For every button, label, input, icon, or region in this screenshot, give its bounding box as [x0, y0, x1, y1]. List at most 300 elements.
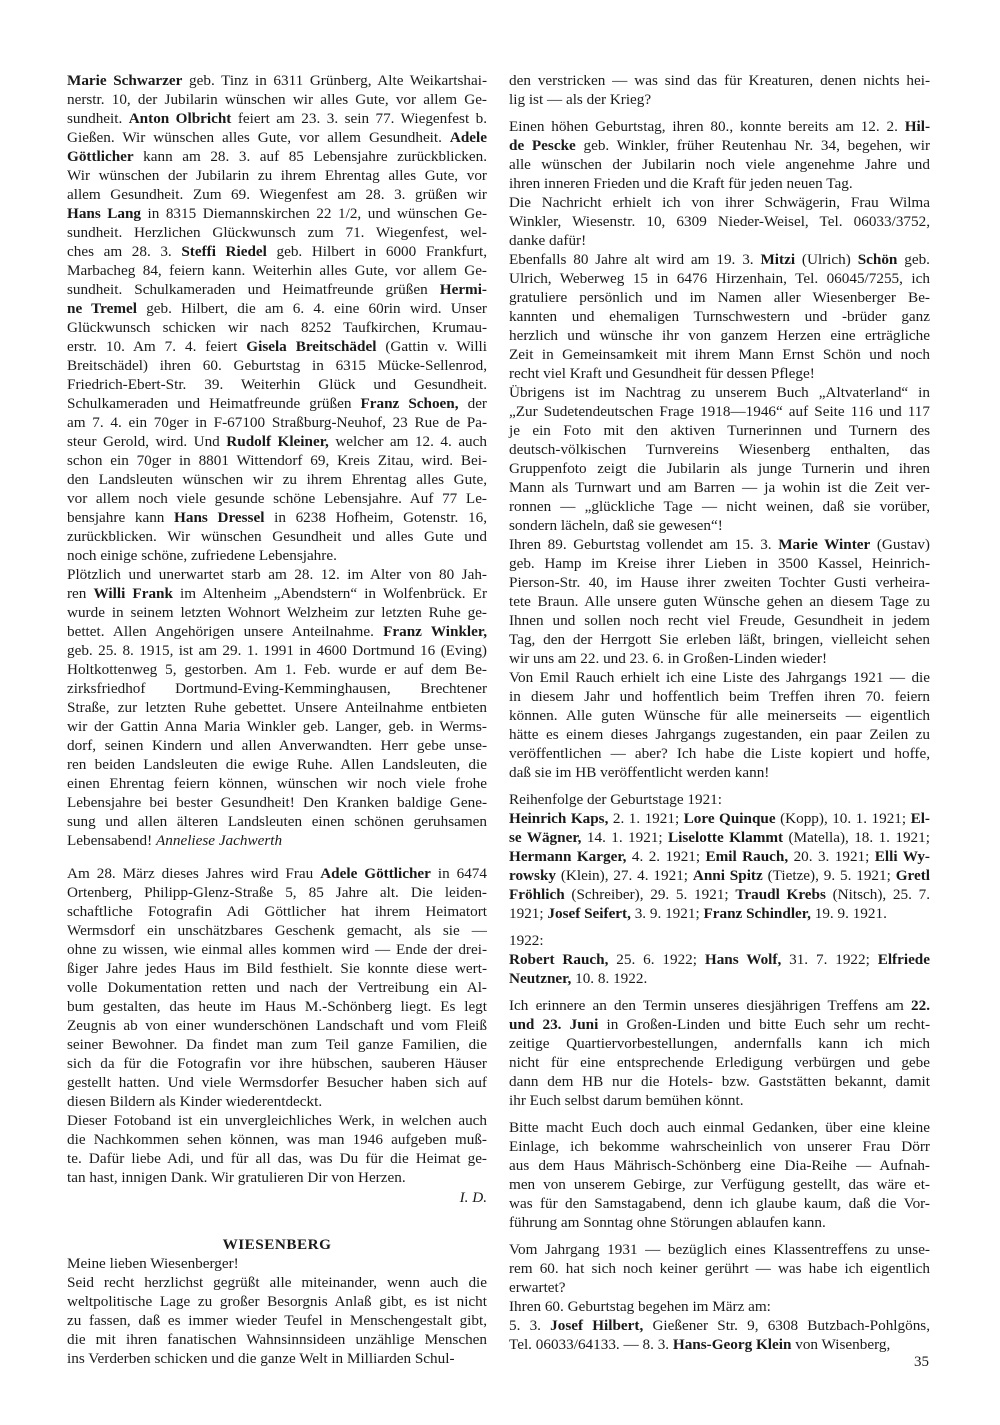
text-line: [509, 212, 930, 231]
text-run: in diesem Jahr und hoffentlich beim Treffen ihren 70. feiern: [509, 688, 930, 705]
paragraph: [509, 71, 930, 109]
text-line: [67, 736, 487, 755]
text-run: (Matella), 18. 1. 1921;: [783, 829, 930, 846]
name-highlight: Adele: [449, 129, 487, 146]
text-run: Schulkameraden und Heimatfreunde grüßen: [67, 395, 361, 412]
name-highlight: Schön: [857, 251, 898, 268]
text-run: Lebensabend!: [67, 832, 156, 849]
text-line: [67, 774, 487, 793]
text-run: bum gestalten, das heute im Haus M.-Schönberg liegt. Es legt: [67, 998, 487, 1015]
text-line: [509, 497, 930, 516]
name-highlight: Liselotte Klammt: [668, 829, 784, 846]
text-run: geb.: [897, 251, 930, 268]
paragraph: [509, 250, 930, 383]
text-run: 5. 3.: [509, 1317, 551, 1334]
text-run: (Nitsch), 25. 7.: [825, 886, 930, 903]
text-line: [67, 997, 487, 1016]
text-run: Gruppenfoto zeigt die Jubilarin als junge Turnerin und ihren: [509, 460, 930, 477]
text-run: Seid recht herzlichst gegrüßt alle miteinander, wenn auch die: [67, 1274, 487, 1291]
text-line: [509, 440, 930, 459]
text-run: Einlage, ich bekomme wahrscheinlich von unserer Frau Dörr: [509, 1138, 930, 1155]
text-line: [67, 223, 487, 242]
name-highlight: Steffi Riedel: [181, 243, 267, 260]
text-line: [509, 904, 930, 923]
text-run: ren: [67, 585, 94, 602]
text-run: die mit ihren fanatischen Wahnsinnsideen unzählige Menschen: [67, 1331, 487, 1348]
text-run: Übrigens ist im Nachtrag zu unserem Buch „Altvaterland“ in: [509, 384, 930, 401]
name-highlight: de Pescke: [509, 137, 576, 154]
text-run: (Tietze), 9. 5. 1921;: [762, 867, 896, 884]
text-run: (Kopp), 10. 1. 1921;: [775, 810, 911, 827]
text-run: ohne zu wissen, wie einmal alles kommen wird — Ende der drei-: [67, 941, 487, 958]
text-line: [509, 1335, 930, 1354]
text-run: zeitige Quartiervorbestellungen, andernfalls kann ich mich: [509, 1035, 930, 1052]
text-run: ronnen — „glückliche Tage — nicht weinen, daß sie vorüber,: [509, 498, 930, 515]
text-run: 25. 6. 1922;: [608, 951, 705, 968]
name-highlight: Adele Göttlicher: [320, 865, 431, 882]
text-line: [509, 155, 930, 174]
text-line: [67, 755, 487, 774]
text-run: ihr Euch selbst darum bemühen könnt.: [509, 1092, 744, 1109]
text-run: noch einige schöne, zufriedene Lebensjahre.: [67, 547, 337, 564]
text-run: in 6238 Hofheim, Gotenstr. 16,: [264, 509, 487, 526]
text-run: nicht für eine entsprechende Erledigung verbürgen und gebe: [509, 1054, 930, 1071]
text-run: bettet. Allen Angehörigen unsere Anteilnahme.: [67, 623, 384, 640]
text-line: [67, 1168, 487, 1187]
text-line: [67, 641, 487, 660]
text-line: [509, 459, 930, 478]
name-highlight: Hil-: [904, 118, 930, 135]
text-run: 31. 7. 1922;: [781, 951, 878, 968]
name-highlight: Traudl Krebs: [735, 886, 826, 903]
text-run: (Klein), 27. 4. 1921;: [555, 867, 693, 884]
text-line: [67, 1130, 487, 1149]
name-highlight: Gisela Breitschädel: [246, 338, 377, 355]
text-run: sich da für die Fotografin vor ihre hübschen, sauberen Häuser: [67, 1055, 487, 1072]
text-line: [509, 421, 930, 440]
text-run: Einen höhen Geburtstag, ihren 80., konnte bereits am 12. 2.: [509, 118, 905, 135]
text-run: 1922:: [509, 932, 544, 949]
text-line: [67, 921, 487, 940]
text-run: aus dem Haus Mährisch-Schönberg eine Dia-Reihe — Aufnah-: [509, 1157, 930, 1174]
text-run: Winkler, Wiesenstr. 10, 6309 Nieder-Weisel, Tel. 06033/3752,: [509, 213, 930, 230]
text-line: [67, 1254, 487, 1273]
text-run: steur Gerold, wird. Und: [67, 433, 227, 450]
text-run: Ihnen und sollen noch recht viel Freude, Gesundheit in jedem: [509, 612, 930, 629]
text-line: [509, 364, 930, 383]
text-run: Breitschädel) ihren 60. Geburtstag in 6315 Mücke-Sellenrod,: [67, 357, 487, 374]
text-run: Von Emil Rauch erhielt ich eine Liste des Jahrgangs 1921 — die: [509, 669, 930, 686]
name-highlight: Hans-Georg Klein: [672, 1336, 792, 1353]
paragraph: [509, 1297, 930, 1316]
text-line: [509, 687, 930, 706]
paragraph: [509, 809, 930, 923]
text-line: [67, 1054, 487, 1073]
text-line: [67, 1016, 487, 1035]
text-line: [67, 679, 487, 698]
name-highlight: rowsky: [509, 867, 556, 884]
text-line: [509, 250, 930, 269]
name-highlight: Franz Schoen,: [360, 395, 459, 412]
text-line: [67, 1073, 487, 1092]
text-run: Ihren 89. Geburtstag vollendet am 15. 3.: [509, 536, 779, 553]
text-run: tete Braun. Alle unsere guten Wünsche gehen an diesem Tage zu: [509, 593, 930, 610]
text-line: [67, 356, 487, 375]
text-line: [509, 1118, 930, 1137]
name-highlight: Anton Olbricht: [128, 110, 232, 127]
paragraph: [509, 383, 930, 535]
text-run: einen Ehrentag feiern können, wünschen wir noch viele frohe: [67, 775, 487, 792]
text-run: ins Verderben schicken und die ganze Welt in Milliarden Schul-: [67, 1350, 455, 1367]
name-highlight: Heinrich Kaps,: [509, 810, 609, 827]
text-run: zirksfriedhof Dortmund-Eving-Kemminghausen, Brechtener: [67, 680, 487, 697]
text-run: geb. Hilbert in 6000 Frankfurt,: [266, 243, 487, 260]
text-line: [509, 288, 930, 307]
text-run: vor allem noch viele gesunde schöne Lebensjahre. Auf 77 Le-: [67, 490, 487, 507]
wiesenberg-paragraphs: [67, 1254, 487, 1368]
text-line: [509, 1297, 930, 1316]
text-run: in Großen-Linden und bitte Euch sehr um recht-: [598, 1016, 931, 1033]
text-run: wurde in seinem letzten Wohnort Welzheim zur letzten Ruhe ge-: [67, 604, 487, 621]
text-run: weltpolitische Lage zu großer Besorgnis Anlaß gibt, es ist nicht: [67, 1293, 487, 1310]
text-line: [509, 931, 930, 950]
text-run: sundheit.: [67, 110, 129, 127]
text-run: 14. 1. 1921;: [581, 829, 669, 846]
text-line: [67, 128, 487, 147]
paragraph: [509, 1240, 930, 1297]
text-run: men von unserem Gebirge, zur Verfügung gestellt, das wäre et-: [509, 1176, 930, 1193]
text-line: [67, 1330, 487, 1349]
name-highlight: Fröhlich: [509, 886, 565, 903]
text-run: Bitte macht Euch doch auch einmal Gedanken, über eine kleine: [509, 1119, 930, 1136]
paragraph: [67, 565, 487, 850]
text-line: [67, 565, 487, 584]
text-line: [67, 394, 487, 413]
text-line: [509, 1240, 930, 1259]
text-run: geb. Winkler, früher Reutenhau Nr. 34, begehen, wir: [575, 137, 931, 154]
text-run: Ebenfalls 80 Jahre alt wird am 19. 3.: [509, 251, 761, 268]
text-line: [509, 307, 930, 326]
text-line: [509, 1053, 930, 1072]
text-run: sondern lächeln, daß sie gewesen“!: [509, 517, 723, 534]
text-run: was für den Samstagabend, denn ich glaube kaum, daß die Vor-: [509, 1195, 930, 1212]
section-heading-wiesenberg: WIESENBERG: [222, 1236, 332, 1253]
text-line: [67, 717, 487, 736]
page-number: 35: [914, 1354, 929, 1370]
text-run: geb. Hamp im Kreise ihrer Lieben in 3500 Kassel, Heinrich-: [509, 555, 930, 572]
text-run: volle Dokumentation retten und nach der Vertreibung ein Al-: [67, 979, 487, 996]
name-highlight: Franz Winkler,: [383, 623, 487, 640]
text-run: Glückwunsch schicken wir nach 8252 Taufkirchen, Krumau-: [67, 319, 487, 336]
text-run: geb. Tinz in 6311 Grünberg, Alte Weikartshai-: [182, 72, 487, 89]
text-run: Zeit in Gemeinsamkeit mit ihrem Mann Ernst Schön und noch: [509, 346, 930, 363]
text-run: Ihren 60. Geburtstag begehen im März am:: [509, 1298, 771, 1315]
text-run: Marbacheg 84, feiern kann. Weiterhin alles Gute, vor allem Ge-: [67, 262, 487, 279]
text-line: [509, 1137, 930, 1156]
text-line: [509, 136, 930, 155]
text-run: kann am 28. 3. auf 85 Lebensjahre zurückblicken.: [133, 148, 487, 165]
text-line: [509, 231, 930, 250]
text-run: zu fassen, daß es immer wieder Teufel in Menschengestalt gibt,: [67, 1312, 487, 1329]
name-highlight: Hans Wolf,: [704, 951, 782, 968]
name-highlight: Willi Frank: [93, 585, 173, 602]
text-run: wir der Gattin Anna Maria Winkler geb. Langer, geb. in Werms-: [67, 718, 487, 735]
text-run: schaftliche Fotografin Adi Göttlicher hat ihrem Heimatort: [67, 903, 487, 920]
text-line: [509, 1278, 930, 1297]
text-line: [509, 1034, 930, 1053]
text-line: [509, 1175, 930, 1194]
text-run: 2. 1. 1921;: [608, 810, 684, 827]
text-run: Am 28. März dieses Jahres wird Frau: [67, 865, 321, 882]
text-line: [67, 242, 487, 261]
paragraph: [509, 996, 930, 1110]
text-line: [509, 554, 930, 573]
text-line: [509, 174, 930, 193]
text-run: feiert am 23. 3. sein 77. Wiegenfest b.: [231, 110, 488, 127]
text-run: erwartet?: [509, 1279, 566, 1296]
text-run: Gießen. Wir wünschen alles Gute, vor allem Gesundheit.: [67, 129, 450, 146]
text-line: [67, 109, 487, 128]
name-highlight: Elfriede: [877, 951, 930, 968]
right-paragraphs: [509, 71, 930, 1354]
text-run: danke dafür!: [509, 232, 587, 249]
paragraph: [509, 1316, 930, 1354]
text-line: [509, 1259, 930, 1278]
text-line: [67, 185, 487, 204]
text-run: sundheit. Herzlichen Glückwunsch zum 71. Wiegenfest, wel-: [67, 224, 487, 241]
text-line: [67, 698, 487, 717]
text-run: Wermsdorf ein unschätzbares Geschenk gemacht, als sie —: [67, 922, 487, 939]
text-line: [67, 1092, 487, 1111]
text-run: Meine lieben Wiesenberger!: [67, 1255, 239, 1272]
text-line: [67, 1292, 487, 1311]
name-highlight: Hermi-: [439, 281, 487, 298]
text-line: [509, 969, 930, 988]
paragraph: [509, 790, 930, 809]
text-run: Zeugnis ab von einer wunderschönen Landschaft und vom Fleiß: [67, 1017, 487, 1034]
name-highlight: Rudolf Kleiner,: [226, 433, 329, 450]
text-run: daß sie im HB veröffentlicht werden kann!: [509, 764, 770, 781]
text-line: [509, 1213, 930, 1232]
text-run: Tag, den der Herrgott Sie erleben läßt, bringen, vielleicht sehen: [509, 631, 930, 648]
text-line: [509, 269, 930, 288]
text-line: [509, 847, 930, 866]
text-line: [509, 996, 930, 1015]
text-run: den Landsleuten wünschen wir zu ihrem Ehrentag alles Gute,: [67, 471, 487, 488]
text-line: [67, 660, 487, 679]
text-line: [67, 527, 487, 546]
paragraph: [509, 1118, 930, 1232]
text-line: [509, 1194, 930, 1213]
text-run: in 8315 Diemannskirchen 22 1/2, und wünschen Ge-: [141, 205, 488, 222]
text-line: [67, 883, 487, 902]
text-run: (Schreiber), 29. 5. 1921;: [564, 886, 736, 903]
text-run: erstr. 10. Am 7. 4. feiert: [67, 338, 247, 355]
text-line: [509, 326, 930, 345]
name-highlight: Marie Winter: [778, 536, 871, 553]
text-run: gestellt hatten. Und viele Wermsdorfer Besucher haben sich auf: [67, 1074, 487, 1091]
text-line: [67, 978, 487, 997]
text-line: [509, 1072, 930, 1091]
name-highlight: Emil Rauch,: [705, 848, 789, 865]
name-highlight: Franz Schindler,: [703, 905, 811, 922]
text-run: seiner Bewohner. Da findet man zum Teil ganze Familien, die: [67, 1036, 487, 1053]
text-line: [67, 959, 487, 978]
text-run: sundheit. Schulkameraden und Heimatfreunde grüßen: [67, 281, 440, 298]
text-line: [509, 478, 930, 497]
text-line: [509, 885, 930, 904]
paragraph: [509, 931, 930, 950]
text-run: Lebensjahre bei bester Gesundheit! Den Kranken baldige Gene-: [67, 794, 487, 811]
text-line: [509, 706, 930, 725]
text-line: [67, 1149, 487, 1168]
text-line: [509, 611, 930, 630]
text-run: kannten und ehemaligen Turnschwestern und -brüder ganz: [509, 308, 930, 325]
text-line: [509, 573, 930, 592]
text-line: [67, 793, 487, 812]
text-run: „Zur Sudetendeutschen Frage 1918—1946“ auf Seite 116 und 117: [509, 403, 930, 420]
paragraph: [509, 950, 930, 988]
text-run: Die Nachricht erhielt ich von ihrer Schwägerin, Frau Wilma: [509, 194, 930, 211]
text-line: [67, 337, 487, 356]
text-line: [67, 864, 487, 883]
left-column: [67, 71, 487, 1368]
name-highlight: Hans Lang: [67, 205, 142, 222]
text-line: [67, 1035, 487, 1054]
paragraph: [509, 117, 930, 193]
text-line: [67, 1311, 487, 1330]
text-line: [67, 261, 487, 280]
text-run: Gießener Str. 9, 6308 Butzbach-Pohlgöns,: [643, 1317, 931, 1334]
text-run: ihren inneren Frieden und die Kraft für jeden neuen Tag.: [509, 175, 853, 192]
signature-initials: I. D.: [459, 1189, 487, 1206]
text-line: [67, 508, 487, 527]
paragraph: [67, 1254, 487, 1273]
text-run: geb. 25. 8. 1915, ist am 29. 1. 1991 in 4600 Dortmund 16 (Eving): [67, 642, 487, 659]
name-highlight: Gretl: [895, 867, 931, 884]
name-highlight: Marie Schwarzer: [67, 72, 183, 89]
text-line: [67, 204, 487, 223]
text-run: (Gattin v. Willi: [376, 338, 487, 355]
text-run: 10. 8. 1922.: [571, 970, 648, 987]
text-run: je ein Foto mit den aktiven Turnerinnen und Turnern des: [509, 422, 930, 439]
text-run: schon ein 70ger in 8801 Wittendorf 69, Kreis Zitau, wird. Bei-: [67, 452, 487, 469]
name-highlight: 22.: [911, 997, 930, 1014]
text-line: [67, 902, 487, 921]
paragraph: [509, 193, 930, 250]
text-line: [67, 1273, 487, 1292]
text-line: [67, 147, 487, 166]
right-column: [509, 71, 930, 1354]
text-line: [509, 950, 930, 969]
text-run: im Altenheim „Abendstern“ in Wolfenbrück. Er: [172, 585, 487, 602]
text-line: [67, 489, 487, 508]
text-run: ßiger Jahre jedes Haus im Bild festhielt. Sie konnte diese wert-: [67, 960, 487, 977]
text-run: dorf, seinen Kindern und allen Anverwandten. Herr gebe unse-: [67, 737, 487, 754]
text-line: [509, 1156, 930, 1175]
text-line: [67, 318, 487, 337]
text-line: [509, 1091, 930, 1110]
text-run: der: [458, 395, 487, 412]
text-line: [509, 193, 930, 212]
text-line: [509, 828, 930, 847]
text-run: tan hast, innigen Dank. Wir gratulieren Dir von Herzen.: [67, 1169, 406, 1186]
name-highlight: Josef Seifert,: [547, 905, 631, 922]
text-line: [67, 812, 487, 831]
text-line: [67, 299, 487, 318]
paragraph: [509, 535, 930, 668]
text-run: te. Dafür liebe Adi, und für all das, was Du für die Heimat ge-: [67, 1150, 487, 1167]
text-run: Tel. 06033/64133. — 8. 3.: [509, 1336, 673, 1353]
name-highlight: Mitzi: [760, 251, 796, 268]
text-run: Pierson-Str. 40, im Hause ihrer zweiten Tochter Gusti verheira-: [509, 574, 930, 591]
text-run: 20. 3. 1921;: [788, 848, 875, 865]
text-run: Vom Jahrgang 1931 — bezüglich eines Klassentreffens zu unse-: [509, 1241, 930, 1258]
name-highlight: Göttlicher: [67, 148, 134, 165]
text-run: deutsch-völkischen Turnvereins Wiesenberg enthalten, das: [509, 441, 930, 458]
text-line: [67, 622, 487, 641]
text-run: (Gustav): [870, 536, 930, 553]
text-line: [67, 413, 487, 432]
text-line: [67, 940, 487, 959]
text-run: Reihenfolge der Geburtstage 1921:: [509, 791, 722, 808]
text-line: [509, 725, 930, 744]
text-line: [67, 1111, 487, 1130]
text-run: von Wisenberg,: [791, 1336, 891, 1353]
text-line: [67, 546, 487, 565]
text-line: [67, 831, 487, 850]
text-line: [509, 592, 930, 611]
text-run: hätte es einem dieses Jahrgangs zugestanden, ein paar Zeilen zu: [509, 726, 930, 743]
text-run: welcher am 12. 4. auch: [328, 433, 487, 450]
text-line: [509, 117, 930, 136]
text-run: Wir wünschen der Jubilarin zu ihrem Ehrentag alles Gute, vor: [67, 167, 487, 184]
text-run: bensjahre kann: [67, 509, 175, 526]
text-run: 1921;: [509, 905, 548, 922]
name-highlight: Hans Dressel: [174, 509, 265, 526]
text-line: [67, 71, 487, 90]
name-highlight: ne Tremel: [67, 300, 137, 317]
paragraph: [509, 668, 930, 782]
text-run: Ulrich, Weberweg 15 in 6476 Hirzenhain, Tel. 06045/7255, ich: [509, 270, 930, 287]
text-run: Holtkottenweg 5, gestorben. Am 1. Feb. wurde er auf dem Be-: [67, 661, 487, 678]
text-line: [509, 383, 930, 402]
text-run: 19. 9. 1921.: [810, 905, 887, 922]
text-run: diesen Bildern als Kinder wiederentdeckt.: [67, 1093, 323, 1110]
text-run: 3. 9. 1921;: [630, 905, 704, 922]
name-highlight: Hermann Karger,: [509, 848, 627, 865]
paragraph: [67, 71, 487, 565]
text-line: [509, 790, 930, 809]
text-line: [509, 535, 930, 554]
text-run: rem 60. hat sich noch keiner gerührt — was habe ich eigentlich: [509, 1260, 930, 1277]
text-run: ren beiden Landsleuten die ewige Ruhe. Allen Landsleuten, die: [67, 756, 487, 773]
text-run: ches am 28. 3.: [67, 243, 182, 260]
text-line: [509, 809, 930, 828]
text-line: [67, 375, 487, 394]
name-highlight: El-: [910, 810, 930, 827]
text-line: [509, 345, 930, 364]
text-line: [509, 516, 930, 535]
text-run: sung und allen älteren Landsleuten einen schönen geruhsamen: [67, 813, 487, 830]
text-line: [509, 90, 930, 109]
name-highlight: Anni Spitz: [692, 867, 763, 884]
text-line: [67, 432, 487, 451]
text-line: [67, 280, 487, 299]
text-run: allem Gesundheit. Zum 69. Wiegenfest am 28. 3. grüßen wir: [67, 186, 487, 203]
text-run: alle wünschen der Jubilarin noch viele angenehme Jahre und: [509, 156, 930, 173]
paragraph: [67, 1111, 487, 1187]
